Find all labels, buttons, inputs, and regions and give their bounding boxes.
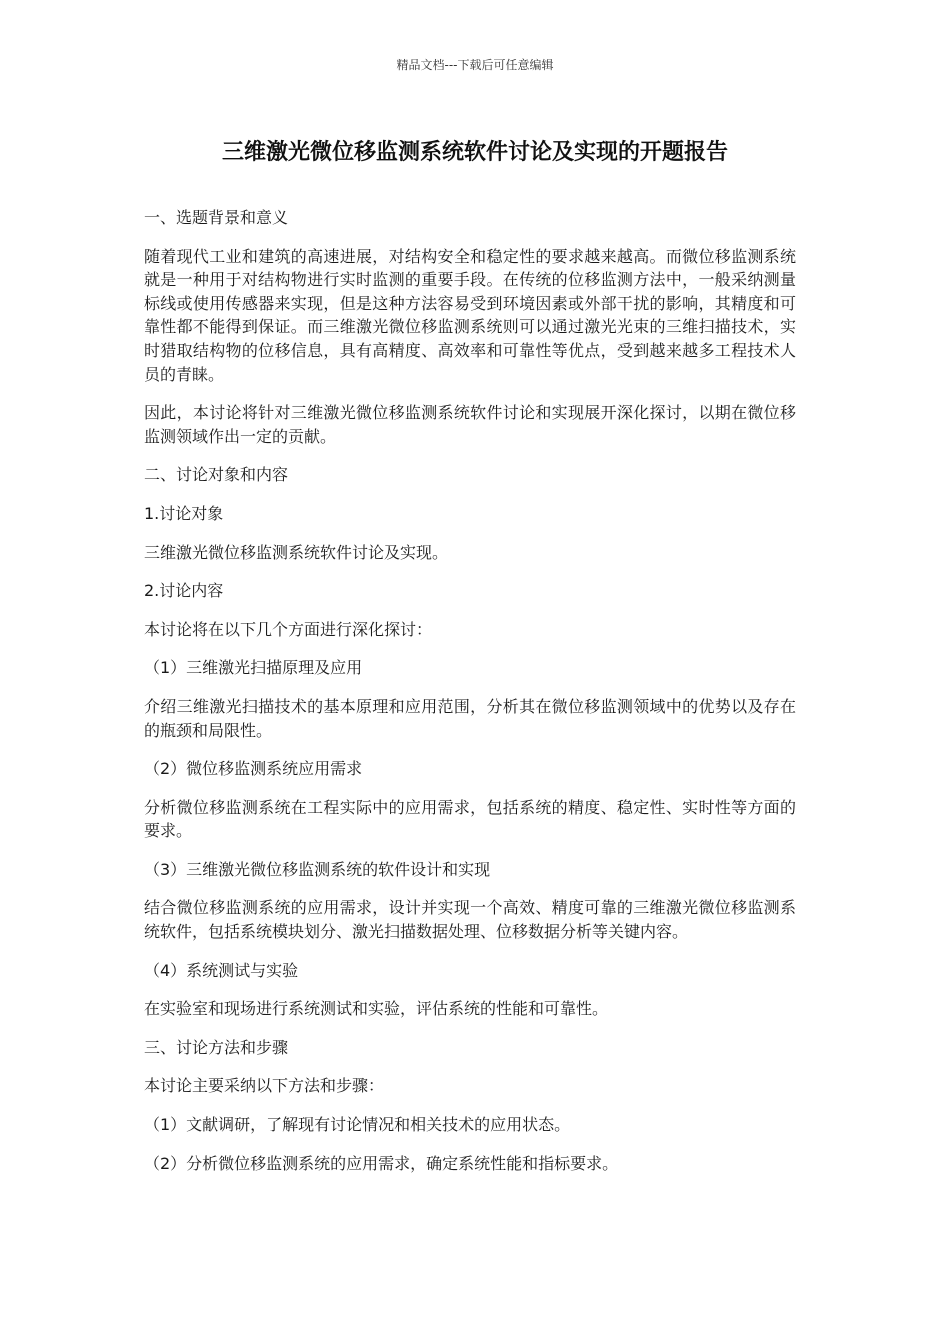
item-paragraph-4: 在实验室和现场进行系统测试和实验，评估系统的性能和可靠性。 (144, 999, 609, 1019)
method-step-1: （1）文献调研，了解现有讨论情况和相关技术的应用状态。 (144, 1115, 571, 1135)
item-paragraph-1: 介绍三维激光扫描技术的基本原理和应用范围，分析其在微位移监测领域中的优势以及存在的瓶颈和局限性。 (144, 696, 796, 740)
document-title: 三维激光微位移监测系统软件讨论及实现的开题报告 (221, 140, 728, 165)
item-paragraph-2: 分析微位移监测系统在工程实际中的应用需求，包括系统的精度、稳定性、实时性等方面的要求。 (144, 797, 796, 841)
section-heading-research-object: 二、讨论对象和内容 (144, 465, 289, 485)
header-note: 精品文档---下载后可任意编辑 (396, 58, 554, 72)
section-heading-background: 一、选题背景和意义 (144, 208, 289, 227)
paragraph-background: 随着现代工业和建筑的高速进展，对结构安全和稳定性的要求越来越高。而微位移监测系统就是一种用于对结构物进行实时监测的重要手段。在传统的位移监测方法中，一般采纳测量标线或使用传感器来实现，但是这种方法容易受到环境因素或外部干扰的影响，其精度和可靠性都不能得到保证。而三维激光微位移监测系统则可以通过激光光束的三维扫描技术，实时猎取结构物的位移信息，具有高精度、高效率和可靠性等优点，受到越来越多工程技术人员的青睐。 (144, 246, 796, 384)
section-heading-methods: 三、讨论方法和步骤 (144, 1037, 289, 1057)
method-step-2: （2）分析微位移监测系统的应用需求，确定系统性能和指标要求。 (144, 1153, 619, 1173)
subheading-research-object: 1.讨论对象 (144, 503, 224, 523)
paragraph-purpose: 因此，本讨论将针对三维激光微位移监测系统软件讨论和实现展开深化探讨，以期在微位移监测领域作出一定的贡献。 (144, 403, 796, 446)
paragraph-methods-intro: 本讨论主要采纳以下方法和步骤： (144, 1076, 385, 1096)
item-heading-2: （2）微位移监测系统应用需求 (144, 759, 363, 779)
paragraph-research-content-intro: 本讨论将在以下几个方面进行深化探讨： (144, 619, 433, 639)
document-body (144, 206, 796, 1190)
subheading-research-content: 2.讨论内容 (144, 581, 224, 601)
item-paragraph-3: 结合微位移监测系统的应用需求，设计并实现一个高效、精度可靠的三维激光微位移监测系统软件，包括系统模块划分、激光扫描数据处理、位移数据分析等关键内容。 (144, 898, 796, 942)
item-heading-1: （1）三维激光扫描原理及应用 (144, 658, 363, 678)
paragraph-research-object: 三维激光微位移监测系统软件讨论及实现。 (144, 542, 449, 562)
item-heading-4: （4）系统测试与实验 (144, 960, 299, 980)
item-heading-3: （3）三维激光微位移监测系统的软件设计和实现 (144, 859, 491, 879)
